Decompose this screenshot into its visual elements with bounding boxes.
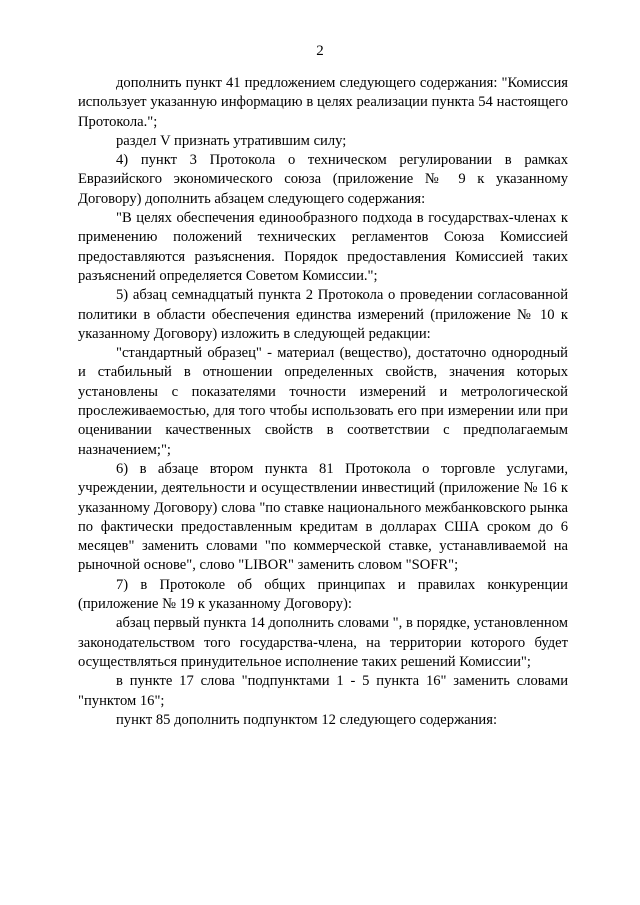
document-body <box>78 74 568 730</box>
page-number: 2 <box>316 43 324 59</box>
paragraph-7: 6) в абзаце втором пункта 81 Протокола о торговле услугами, учреждении, деятельности и осуществлении инвестиций (приложение № 16 к указанному Договору) слова "по ставке национального межбанковского рынка по фактически предоставленным кредитам в долларах США сроком до 6 месяцев" заменить словами "по коммерческой ставке, устанавливаемой на рыночной основе", слово "LIBOR" заменить словом "SOFR"; <box>78 460 568 574</box>
paragraph-2: раздел V признать утратившим силу; <box>116 132 347 149</box>
paragraph-6: "стандартный образец" - материал (вещество), достаточно однородный и стабильный в отношении определенных свойств, значения которых установлены с показателями точности измерений и метрологической прослеживаемостью, для того чтобы использовать его при измерении или при оценивании качественных свойств в соответствии с предполагаемым назначением;"; <box>78 345 568 458</box>
paragraph-9: абзац первый пункта 14 дополнить словами ", в порядке, установленном законодательством того государства-члена, на территории которого будет осуществляться принудительное исполнение таких решений Комиссии"; <box>78 615 568 670</box>
paragraph-5: 5) абзац семнадцатый пункта 2 Протокола о проведении согласованной политики в области обеспечения единства измерений (приложение № 10 к указанному Договору) изложить в следующей редакции: <box>78 287 568 342</box>
paragraph-3: 4) пункт 3 Протокола о техническом регулировании в рамках Евразийского экономического союза (приложение № 9 к указанному Договору) дополнить абзацем следующего содержания: <box>78 152 568 207</box>
paragraph-1: дополнить пункт 41 предложением следующего содержания: "Комиссия использует указанную информацию в целях реализации пункта 54 настоящего Протокола."; <box>78 75 568 130</box>
paragraph-11: пункт 85 дополнить подпунктом 12 следующего содержания: <box>116 711 498 728</box>
paragraph-10: в пункте 17 слова "подпунктами 1 - 5 пункта 16" заменить словами "пунктом 16"; <box>78 673 568 709</box>
paragraph-4: "В целях обеспечения единообразного подхода в государствах-членах к применению положений технических регламентов Союза Комиссией предоставляются разъяснения. Порядок предоставления Комиссией таких разъяснений определяется Советом Комиссии."; <box>78 210 568 284</box>
paragraph-8: 7) в Протоколе об общих принципах и правилах конкуренции (приложение № 19 к указанному Договору): <box>78 576 568 613</box>
